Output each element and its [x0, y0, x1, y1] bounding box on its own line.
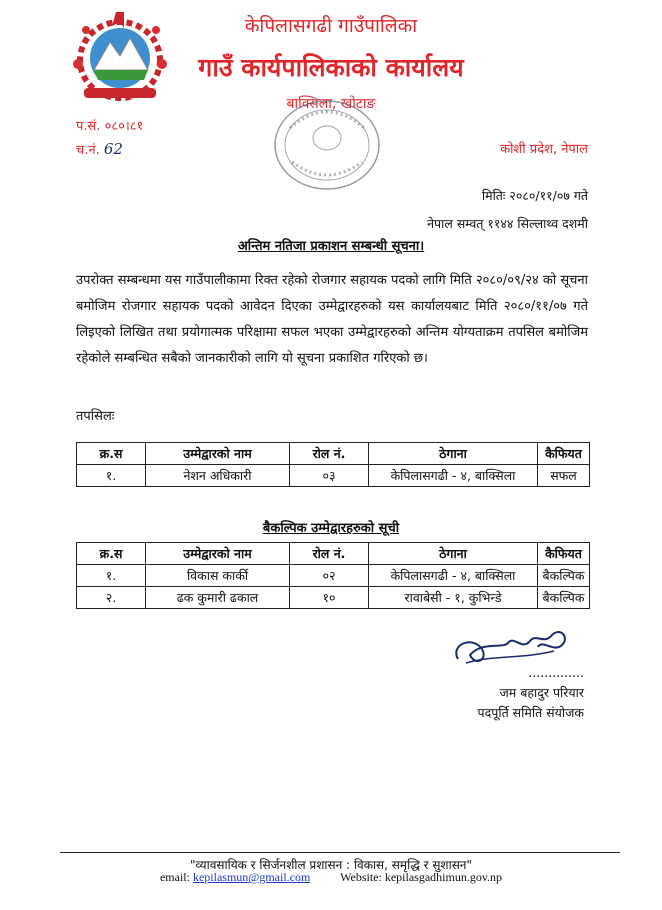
col-address: ठेगाना: [369, 443, 538, 465]
email-link[interactable]: kepilasmun@gmail.com: [192, 870, 311, 884]
cell-address: केपिलासगढी - ४, बाक्सिला: [369, 565, 538, 587]
date-block: [427, 182, 588, 238]
cell-sn: २.: [77, 587, 146, 609]
footer-divider: [60, 852, 620, 853]
cell-remarks: बैकल्पिक: [538, 565, 590, 587]
cell-roll: १०: [290, 587, 369, 609]
cn-value: 62: [103, 140, 123, 158]
email-label: email:: [159, 870, 190, 884]
col-sn: क्र.स: [77, 443, 146, 465]
tapsil-label: तपसिलः: [76, 409, 115, 424]
table-header-row: [77, 443, 590, 465]
website-value: kepilasgadhimun.gov.np: [384, 870, 503, 884]
col-name: उम्मेद्वारको नाम: [146, 543, 290, 565]
office-address: बाक्सिला, खोटाङ: [286, 96, 376, 112]
col-roll: रोल नं.: [290, 543, 369, 565]
ps-label: प.सं.: [76, 119, 101, 134]
cell-remarks: बैकल्पिक: [538, 587, 590, 609]
table-header-row: [77, 543, 590, 565]
signatory-block: [478, 663, 585, 723]
cell-address: केपिलासगढी - ४, बाक्सिला: [369, 465, 538, 487]
province-label: कोशी प्रदेश, नेपाल: [500, 142, 588, 157]
cn-label: च.नं.: [76, 143, 100, 158]
cell-name: विकास कार्की: [146, 565, 290, 587]
table-row: [77, 465, 590, 487]
nepal-sambat-line: नेपाल सम्वत् ११४४ सिल्लाथ्व दशमी: [427, 216, 588, 231]
signatory-name: जम बहादुर परियार: [499, 685, 584, 700]
official-seal-stamp: [270, 98, 384, 192]
final-result-table: [76, 442, 590, 487]
signatory-title: पदपूर्ति समिति संयोजक: [477, 705, 584, 720]
signature-dots: ..............: [528, 665, 584, 680]
cell-name: ढक कुमारी ढकाल: [146, 587, 290, 609]
cell-remarks: सफल: [538, 465, 590, 487]
reference-block: [76, 116, 143, 162]
col-remarks: कैफियत: [538, 543, 590, 565]
cell-roll: ०३: [290, 465, 369, 487]
col-roll: रोल नं.: [290, 443, 369, 465]
alternate-candidates-table: [76, 542, 590, 609]
col-remarks: कैफियत: [538, 443, 590, 465]
notice-body: उपरोक्त सम्बन्धमा यस गाउँपालीकामा रिक्त रहेको रोजगार सहायक पदको लागि मिति २०८०/०९/२४ को सूचना बमोजिम रोजगार सहायक पदको आवेदन दिएका उम्मेद्वारहरुको यस कार्यालयबाट मिति २०८०/११/०७ गते लिइएको लिखित तथा प्रयोगात्मक परिक्षामा सफल भएका उम्मेद्वारहरुको अन्तिम योग्यताक्रम तपसिल बमोजिम रहेकोले सम्बन्धित सबैको जानकारीको लागि यो सूचना प्रकाशित गरिएको छ।: [76, 273, 588, 366]
col-address: ठेगाना: [369, 543, 538, 565]
col-sn: क्र.स: [77, 543, 146, 565]
notice-subject: अन्तिम नतिजा प्रकाशन सम्बन्धी सूचना।: [237, 239, 425, 254]
footer-motto: "व्यावसायिक र सिर्जनशील प्रशासन : विकास, समृद्धि र सुशासन": [190, 858, 472, 872]
col-name: उम्मेद्वारको नाम: [146, 443, 290, 465]
cell-sn: १.: [77, 565, 146, 587]
cell-roll: ०२: [290, 565, 369, 587]
municipality-name: केपिलासगढी गाउँपालिका: [244, 15, 418, 37]
table-row: [77, 565, 590, 587]
table-row: [77, 587, 590, 609]
alternate-list-heading: बैकल्पिक उम्मेद्वारहरुको सूची: [262, 521, 400, 536]
date-line: मितिः २०८०/११/०७ गते: [481, 188, 588, 203]
cell-address: रावाबेसी - १, कुभिन्डे: [369, 587, 538, 609]
office-name: गाउँ कार्यपालिकाको कार्यालय: [198, 53, 464, 82]
footer-contact: [0, 870, 662, 885]
ps-value: ०८०।८१: [104, 119, 144, 134]
website-label: Website:: [340, 870, 382, 884]
cell-name: नेशन अधिकारी: [146, 465, 290, 487]
cell-sn: १.: [77, 465, 146, 487]
